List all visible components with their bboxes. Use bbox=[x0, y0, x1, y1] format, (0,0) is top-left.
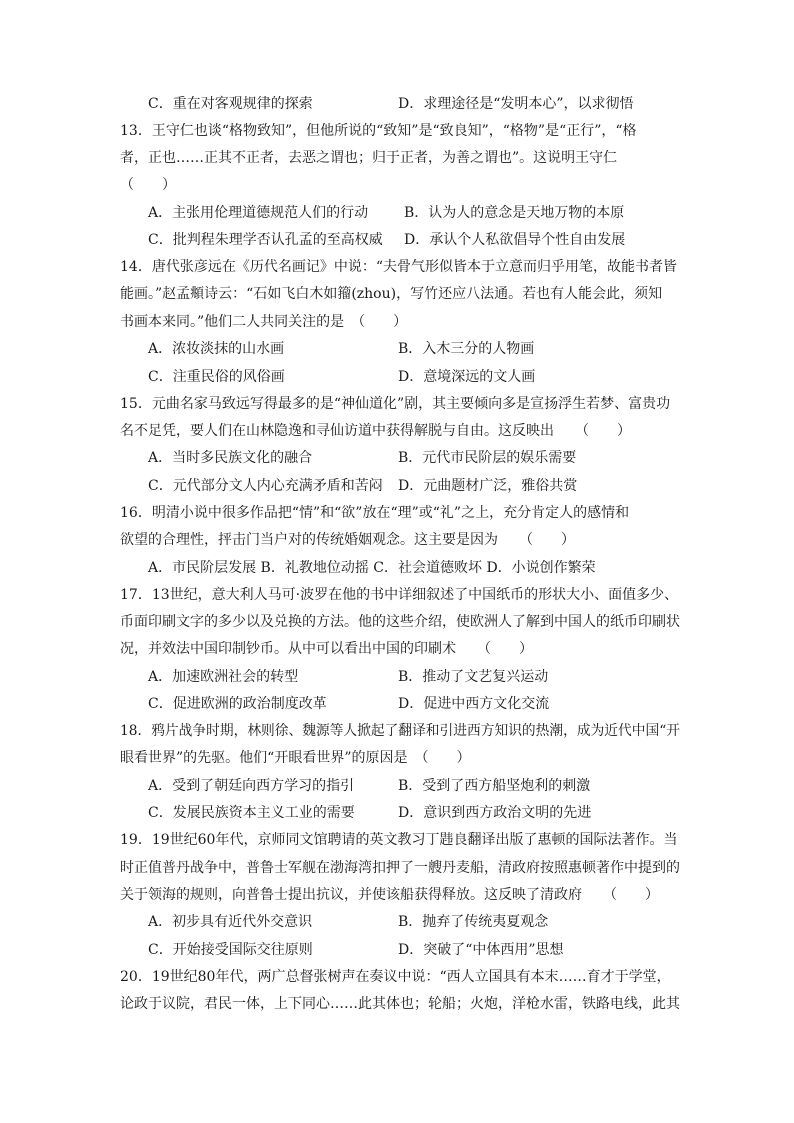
q12-option-c: C．重在对客观规律的探索 bbox=[148, 96, 313, 112]
q18-stem-line-2: 眼看世界”的先驱。他们“开眼看世界”的原因是 （ ） bbox=[120, 750, 471, 766]
q13-option-b: B．认为人的意念是天地万物的本原 bbox=[404, 205, 625, 221]
q20-stem-line-2: 论政于议院，君民一体，上下同心……此其体也；轮船；火炮，洋枪水雷，铁路电线，此其 bbox=[120, 996, 680, 1012]
q19-stem-line-1: 19．19世纪60年代，京师同文馆聘请的英文教习丁韪良翻译出版了惠顿的国际法著作。当 bbox=[120, 832, 678, 848]
q13-stem-line-2: 者，正也……正其不正者，去恶之谓也；归于正者，为善之谓也”。这说明王守仁 bbox=[120, 150, 618, 166]
q15-option-d: D．元曲题材广泛，雅俗共赏 bbox=[398, 478, 578, 494]
q18-option-a: A．受到了朝廷向西方学习的指引 bbox=[148, 778, 355, 794]
q16-stem-line-1: 16．明清小说中很多作品把“情”和“欲”放在“理”或“礼”之上，充分肯定人的感情和 bbox=[120, 505, 630, 521]
q20-stem-line-1: 20．19世纪80年代，两广总督张树声在奏议中说：“西人立国具有本末……育才于学堂， bbox=[120, 969, 671, 985]
q13-stem-line-1: 13．王守仁也谈“格物致知”，但他所说的“致知”是“致良知”，“格物”是“正行”，“格 bbox=[120, 123, 637, 139]
q19-option-a: A．初步具有近代外交意识 bbox=[148, 914, 313, 930]
q15-option-a: A．当时多民族文化的融合 bbox=[148, 450, 313, 466]
q17-stem-line-1: 17．13世纪，意大利人马可·波罗在他的书中详细叙述了中国纸币的形状大小、面值多少、 bbox=[120, 587, 679, 603]
q14-stem-line-2: 能画。”赵孟頫诗云：“石如飞白木如籀(zhou)，写竹还应八法通。若也有人能会此，须知 bbox=[120, 286, 663, 302]
q17-stem-line-2: 币面印刷文字的多少以及兑换的方法。他的这些介绍，使欧洲人了解到中国人的纸币印刷状 bbox=[120, 614, 680, 630]
q18-stem-line-1: 18．鸦片战争时期，林则徐、魏源等人掀起了翻译和引进西方知识的热潮，成为近代中国“开 bbox=[120, 723, 680, 739]
q17-option-a: A．加速欧洲社会的转型 bbox=[148, 669, 299, 685]
q18-option-b: B．受到了西方船坚炮利的刺激 bbox=[398, 778, 591, 794]
q17-option-b: B．推动了文艺复兴运动 bbox=[398, 669, 549, 685]
q19-option-d: D．突破了“中体西用”思想 bbox=[398, 942, 564, 958]
q14-option-d: D．意境深远的文人画 bbox=[398, 369, 536, 385]
q16-stem-line-2: 欲望的合理性，抨击门当户对的传统婚姻观念。这主要是因为 （ ） bbox=[120, 532, 575, 548]
q17-stem-line-3: 况，并效法中国印制钞币。从中可以看出中国的印刷术 （ ） bbox=[120, 641, 533, 657]
q15-stem-line-2: 名不足凭，要人们在山林隐逸和寻仙访道中获得解脱与自由。这反映出 （ ） bbox=[120, 423, 631, 439]
q15-option-b: B．元代市民阶层的娱乐需要 bbox=[398, 450, 577, 466]
q18-option-c: C．发展民族资本主义工业的需要 bbox=[148, 805, 355, 821]
q19-option-b: B．抛弃了传统夷夏观念 bbox=[398, 914, 549, 930]
q19-stem-line-3: 关于领海的规则，向普鲁士提出抗议，并使该船获得释放。这反映了清政府 （ ） bbox=[120, 887, 659, 903]
q14-stem-line-3: 书画本来同。”他们二人共同关注的是 （ ） bbox=[120, 314, 408, 330]
q14-option-c: C．注重民俗的风俗画 bbox=[148, 369, 285, 385]
q14-option-a: A．浓妆淡抹的山水画 bbox=[148, 341, 285, 357]
q13-option-a: A．主张用伦理道德规范人们的行动 bbox=[148, 205, 369, 221]
q13-option-d: D．承认个人私欲倡导个性自由发展 bbox=[404, 232, 626, 248]
q15-stem-line-1: 15．元曲名家马致远写得最多的是“神仙道化”剧，其主要倾向多是宣扬浮生若梦、富贵功 bbox=[120, 396, 671, 412]
q15-option-c: C．元代部分文人内心充满矛盾和苦闷 bbox=[148, 478, 383, 494]
q13-answer-bracket: （ ） bbox=[120, 177, 176, 193]
q19-stem-line-2: 时正值普丹战争中，普鲁士军舰在渤海湾扣押了一艘丹麦船，清政府按照惠顿著作中提到的 bbox=[120, 860, 680, 876]
q12-option-d: D．求理途径是“发明本心”，以求彻悟 bbox=[398, 96, 634, 112]
q18-option-d: D．意识到西方政治文明的先进 bbox=[398, 805, 592, 821]
q16-options: A．市民阶层发展 B．礼教地位动摇 C．社会道德败坏 D．小说创作繁荣 bbox=[148, 560, 596, 576]
q17-option-c: C．促进欧洲的政治制度改革 bbox=[148, 696, 327, 712]
q17-option-d: D．促进中西方文化交流 bbox=[398, 696, 550, 712]
q14-stem-line-1: 14．唐代张彦远在《历代名画记》中说：“夫骨气形似皆本于立意而归乎用笔，故能书者皆 bbox=[120, 259, 677, 275]
q19-option-c: C．开始接受国际交往原则 bbox=[148, 942, 313, 958]
q14-option-b: B．入木三分的人物画 bbox=[398, 341, 535, 357]
q13-option-c: C．批判程朱理学否认孔孟的至高权威 bbox=[148, 232, 383, 248]
